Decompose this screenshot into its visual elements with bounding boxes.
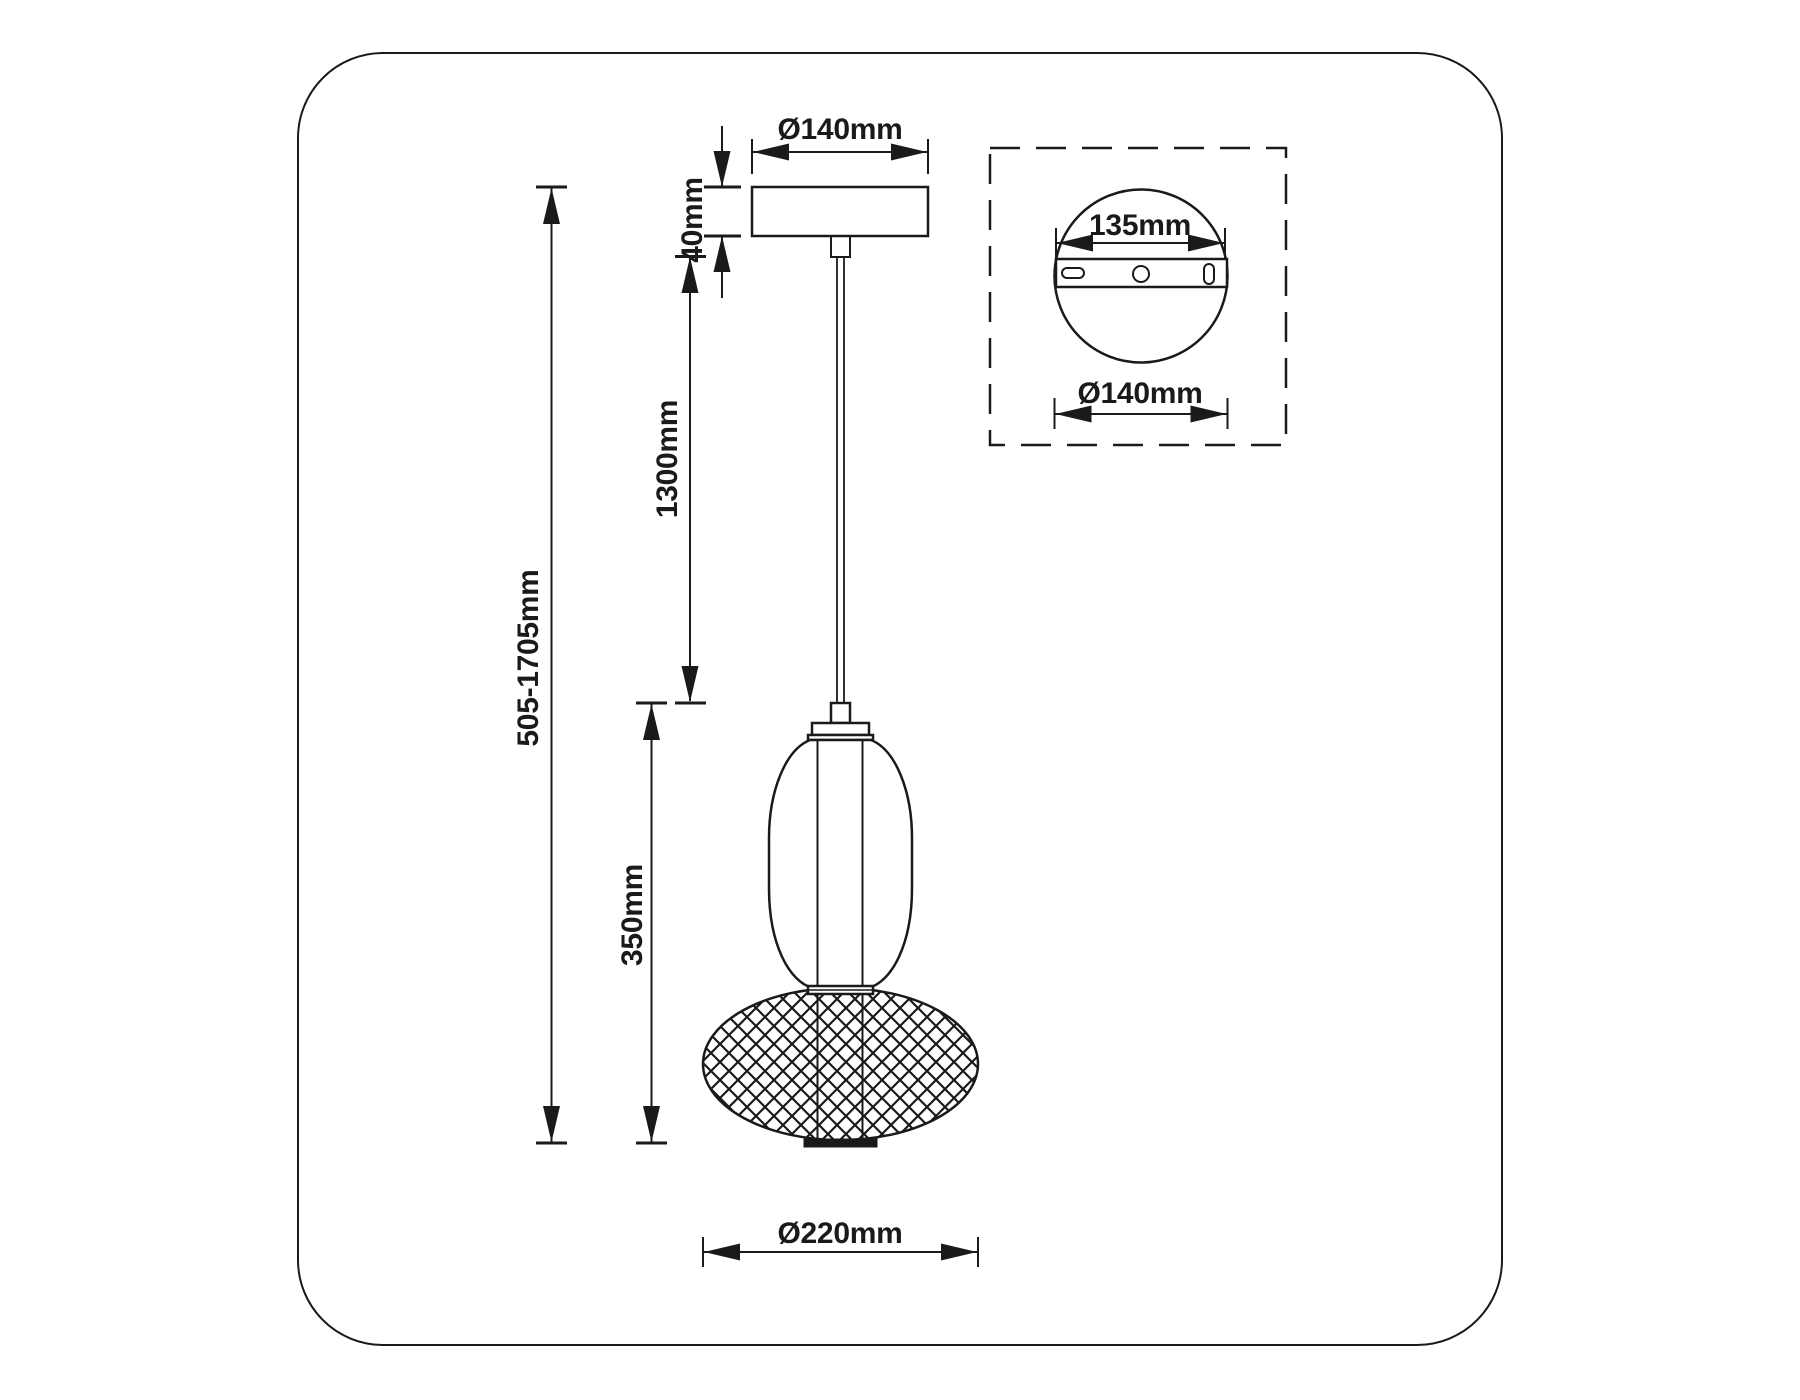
upper-glass-shade xyxy=(769,740,912,988)
shade-top-flange xyxy=(812,723,869,735)
cable-length-label: 1300mm xyxy=(651,399,684,519)
canopy-height-label: 40mm xyxy=(676,177,709,263)
ceiling-canopy xyxy=(752,187,928,236)
fixture-height-label: 350mm xyxy=(616,864,649,966)
bracket-hole-center xyxy=(1133,266,1149,282)
bottom-cap xyxy=(804,1139,877,1147)
bracket-length-label: 135mm xyxy=(1089,209,1191,242)
plate-diameter-label: Ø140mm xyxy=(1077,377,1203,410)
shade-connector-block xyxy=(831,703,850,723)
lower-crosshatch-shade xyxy=(703,988,978,1140)
total-height-label: 505-1705mm xyxy=(512,569,545,747)
canopy-diameter-label: Ø140mm xyxy=(777,113,903,146)
shade-diameter-label: Ø220mm xyxy=(777,1217,903,1250)
